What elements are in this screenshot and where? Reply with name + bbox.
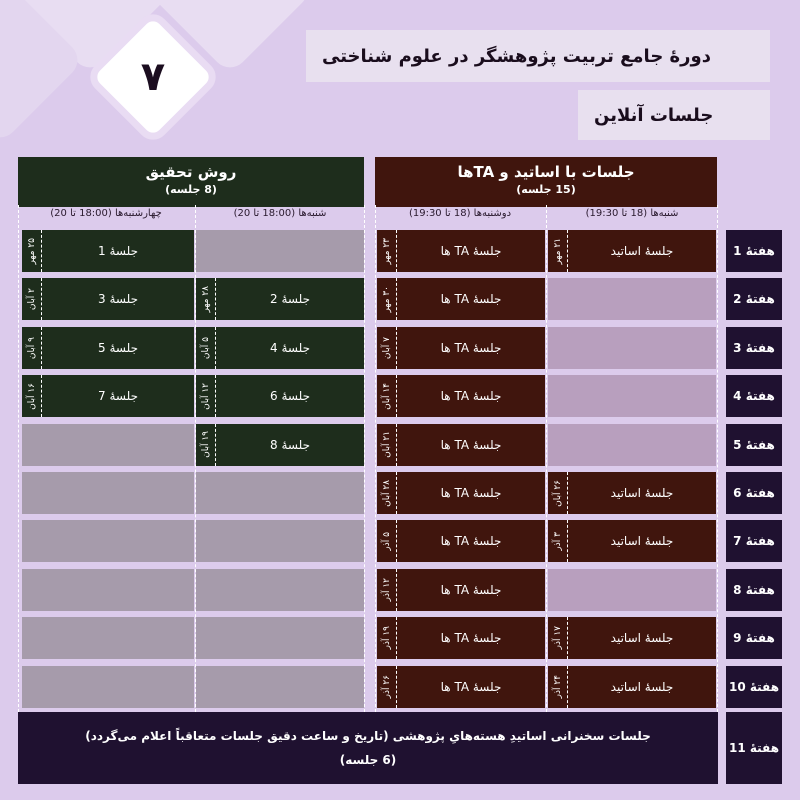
rm-sat-session [196, 424, 364, 466]
professors-ta-title: جلسات با اساتید و TAها [457, 163, 635, 181]
empty-cell [22, 520, 194, 562]
week-label: هفتۀ 3 [726, 327, 782, 369]
empty-cell [22, 569, 194, 611]
col-label-sat-prof: شنبه‌ها (18 تا 19:30) [585, 208, 679, 219]
professor-session-label: جلسۀ اساتید [610, 244, 674, 258]
empty-cell [22, 617, 194, 659]
rm-sat-session-label: جلسۀ 4 [270, 340, 310, 355]
ta-session-date-text: ۲۶ آذر [381, 674, 392, 699]
professor-session-date [548, 472, 568, 514]
page-title [306, 30, 770, 82]
ta-session-label: جلسۀ TA ها [440, 534, 502, 549]
ta-session [377, 327, 545, 369]
ta-session-date-text: ۱۴ آبان [381, 382, 392, 410]
empty-cell [196, 569, 364, 611]
professor-session [548, 520, 716, 562]
week-label: هفتۀ 9 [726, 617, 782, 659]
rm-wed-session-label: جلسۀ 5 [98, 340, 138, 355]
rm-wed-session-label: جلسۀ 1 [98, 244, 138, 258]
week-label: هفتۀ 1 [726, 230, 782, 272]
divider [717, 205, 718, 712]
col-label-wed: چهارشنبه‌ها (18:00 تا 20) [50, 208, 162, 219]
ta-session-label: جلسۀ TA ها [440, 486, 502, 500]
ta-session-date [377, 230, 397, 272]
professor-session [548, 230, 716, 272]
week-label: هفتۀ 11 [726, 712, 782, 784]
divider [546, 205, 547, 712]
empty-cell [548, 327, 716, 369]
professor-session-date [548, 520, 568, 562]
ta-session-date [377, 424, 397, 466]
week-label: هفتۀ 6 [726, 472, 782, 514]
rm-sat-session-date [196, 424, 216, 466]
professor-session-label: جلسۀ اساتید [610, 534, 674, 549]
ta-session [377, 472, 545, 514]
empty-cell [548, 278, 716, 320]
col-label-mon: دوشنبه‌ها (18 تا 19:30) [408, 208, 512, 219]
lecture-sessions-row [18, 712, 718, 784]
week-label: هفتۀ 8 [726, 569, 782, 611]
empty-cell [22, 472, 194, 514]
rm-wed-session-label: جلسۀ 7 [98, 389, 138, 404]
professor-session [548, 472, 716, 514]
research-methods-title: روش تحقیق [145, 163, 237, 181]
rm-wed-session-date-text: ۲ آبان [26, 288, 37, 311]
page-title-text: دورۀ جامع تربیت پژوهشگر در علوم شناختی [322, 45, 711, 67]
rm-sat-session-label: جلسۀ 2 [270, 292, 310, 307]
ta-session-label: جلسۀ TA ها [440, 292, 502, 307]
rm-sat-session-date-text: ۵ آبان [200, 336, 211, 359]
rm-sat-session-date-text: ۱۲ آبان [200, 382, 211, 410]
ta-session-date [377, 520, 397, 562]
ta-session [377, 617, 545, 659]
professor-session-date-text: ۲۴ آذر [552, 674, 563, 699]
ta-session-date [377, 327, 397, 369]
ta-session-date-text: ۵ آذر [381, 532, 392, 551]
ta-session-date-text: ۱۲ آذر [381, 578, 392, 602]
ta-session-date-text: ۱۹ آذر [381, 626, 392, 650]
empty-cell [196, 520, 364, 562]
ta-session-date-text: ۷ آبان [381, 336, 392, 359]
ta-session [377, 230, 545, 272]
professors-ta-count: (15 جلسه) [516, 183, 576, 196]
ta-session-date [377, 569, 397, 611]
professors-ta-header [375, 157, 717, 207]
ta-session-date-text: ۲۱ آبان [381, 431, 392, 459]
empty-cell [196, 617, 364, 659]
professor-session-label: جلسۀ اساتید [610, 679, 674, 694]
empty-cell [22, 424, 194, 466]
ta-session-label: جلسۀ TA ها [440, 631, 502, 646]
rm-sat-session-date-text: ۱۹ آبان [200, 431, 211, 459]
page-subtitle [578, 90, 770, 140]
ta-session [377, 278, 545, 320]
divider [375, 205, 376, 712]
ta-session-label: جلسۀ TA ها [440, 340, 502, 355]
rm-sat-session-label: جلسۀ 6 [270, 389, 310, 404]
empty-cell [22, 666, 194, 708]
ta-session-label: جلسۀ TA ها [440, 437, 502, 452]
professor-session-date [548, 617, 568, 659]
ta-session [377, 666, 545, 708]
week-label: هفتۀ 5 [726, 424, 782, 466]
empty-cell [196, 230, 364, 272]
empty-cell [196, 472, 364, 514]
ta-session-date-text: ۲۸ آبان [381, 479, 392, 507]
ta-session-label: جلسۀ TA ها [440, 389, 502, 404]
divider [18, 205, 19, 712]
ta-session-date [377, 375, 397, 417]
empty-cell [548, 424, 716, 466]
ta-session [377, 520, 545, 562]
ta-session-label: جلسۀ TA ها [440, 679, 502, 694]
research-methods-header [18, 157, 364, 207]
col-label-sat-rm: شنبه‌ها (18:00 تا 20) [233, 208, 327, 219]
empty-cell [196, 666, 364, 708]
ta-session [377, 375, 545, 417]
professor-session-label: جلسۀ اساتید [610, 486, 674, 500]
professor-session-date-text: ۳ آذر [552, 532, 563, 551]
rm-sat-session [196, 278, 364, 320]
rm-sat-session-date [196, 375, 216, 417]
rm-wed-session-date [22, 278, 42, 320]
ta-session-date [377, 278, 397, 320]
rm-wed-session-date [22, 327, 42, 369]
ta-session-label: جلسۀ TA ها [440, 582, 502, 597]
ta-session-date [377, 666, 397, 708]
divider [364, 205, 365, 712]
professor-session-date-text: ۲۱ مهر [552, 237, 563, 265]
ta-session [377, 569, 545, 611]
week-label: هفتۀ 2 [726, 278, 782, 320]
professor-session [548, 617, 716, 659]
rm-wed-session-date-text: ۱۶ آبان [26, 382, 37, 410]
ta-session-date-text: ۲۳ مهر [381, 237, 392, 265]
rm-sat-session [196, 375, 364, 417]
week-label: هفتۀ 4 [726, 375, 782, 417]
ta-session-date [377, 472, 397, 514]
lecture-sessions-text: جلسات سخنرانی اساتیدِ هسته‌هایِ پژوهشی (تاریخ و ساعت دقیق جلسات متعاقباً اعلام می‌گردد) [85, 729, 651, 743]
lecture-sessions-count: (6 جلسه) [339, 753, 397, 767]
research-methods-count: (8 جلسه) [165, 183, 217, 196]
rm-wed-session [22, 230, 194, 272]
professor-session-date-text: ۲۶ آبان [552, 479, 563, 507]
professor-session-date [548, 230, 568, 272]
rm-wed-session-date-text: ۹ آبان [26, 336, 37, 359]
ta-session [377, 424, 545, 466]
rm-wed-session [22, 375, 194, 417]
professor-session-date [548, 666, 568, 708]
badge-number: ۷ [140, 54, 166, 100]
professor-session [548, 666, 716, 708]
ta-session-date [377, 617, 397, 659]
rm-sat-session-date-text: ۲۸ مهر [200, 286, 211, 313]
rm-sat-session-date [196, 327, 216, 369]
professor-session-label: جلسۀ اساتید [610, 631, 674, 646]
week-label: هفتۀ 10 [726, 666, 782, 708]
professor-session-date-text: ۱۷ آذر [552, 626, 563, 650]
rm-wed-session [22, 327, 194, 369]
rm-sat-session-label: جلسۀ 8 [270, 437, 310, 452]
rm-wed-session-date [22, 230, 42, 272]
empty-cell [548, 569, 716, 611]
rm-wed-session-label: جلسۀ 3 [98, 292, 138, 307]
rm-wed-session-date [22, 375, 42, 417]
page-subtitle-text: جلسات آنلاین [594, 104, 714, 126]
rm-sat-session-date [196, 278, 216, 320]
week-label: هفتۀ 7 [726, 520, 782, 562]
rm-wed-session [22, 278, 194, 320]
ta-session-label: جلسۀ TA ها [440, 244, 502, 258]
empty-cell [548, 375, 716, 417]
rm-sat-session [196, 327, 364, 369]
rm-wed-session-date-text: ۲۵ مهر [26, 237, 37, 265]
ta-session-date-text: ۳۰ مهر [381, 286, 392, 313]
